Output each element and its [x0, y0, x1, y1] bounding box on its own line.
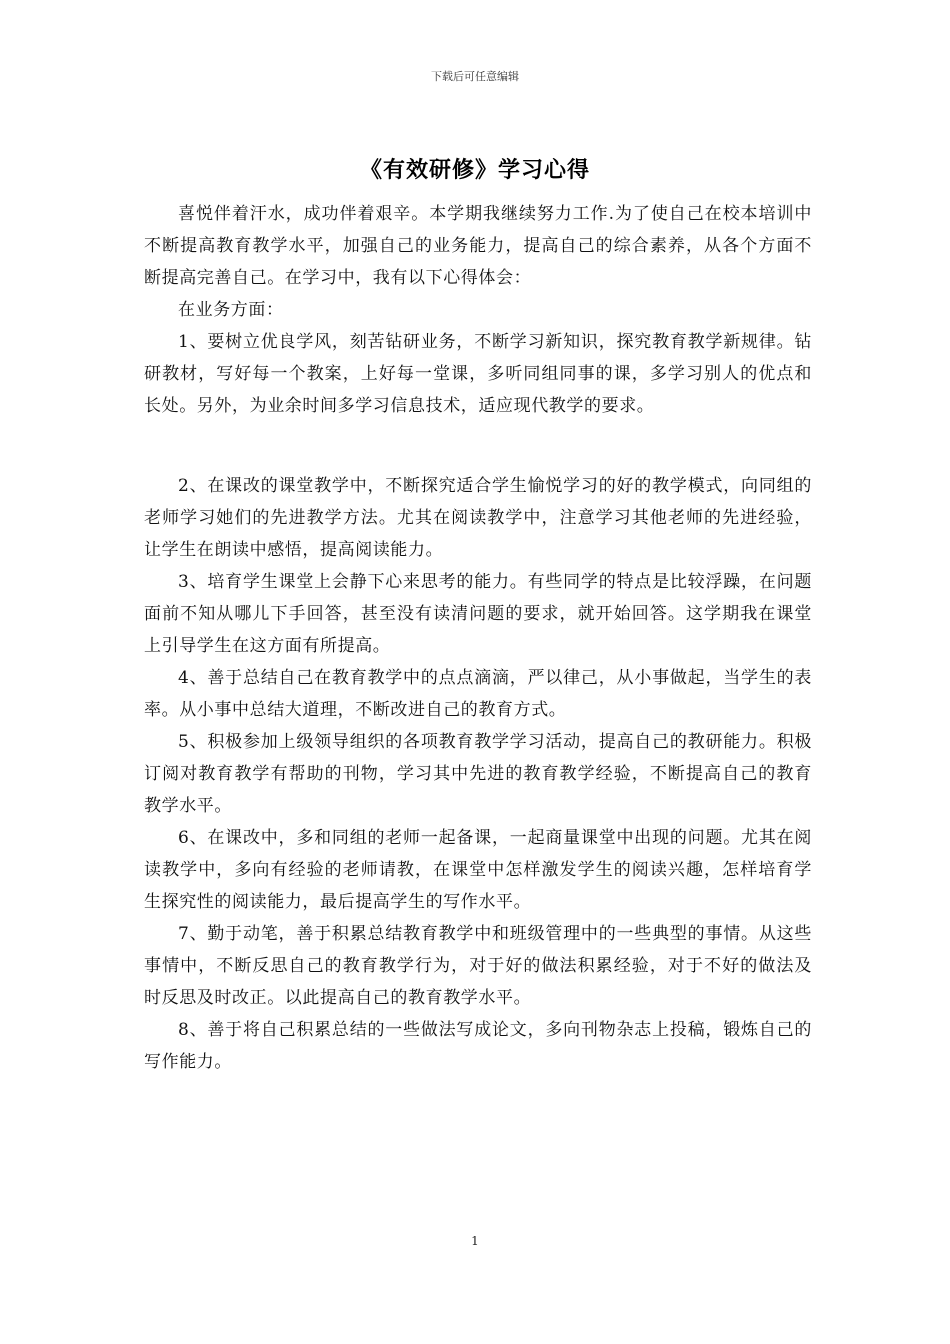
list-item-1: 1、要树立优良学风，刻苦钻研业务，不断学习新知识，探究教育教学新规律。钻研教材，写好每一个教案，上好每一堂课，多听同组同事的课，多学习别人的优点和长处。另外，为业余时间多学习信息技术，适应现代教学的要求。	[144, 332, 812, 416]
page-number: 1	[471, 1234, 479, 1248]
list-item-2: 2、在课改的课堂教学中，不断探究适合学生愉悦学习的好的教学模式，向同组的老师学习她们的先进教学方法。尤其在阅读教学中，注意学习其他老师的先进经验，让学生在朗读中感悟，提高阅读能力。	[144, 476, 812, 560]
header-note: 下载后可任意编辑	[431, 70, 519, 83]
list-item-7: 7、勤于动笔，善于积累总结教育教学中和班级管理中的一些典型的事情。从这些事情中，不断反思自己的教育教学行为，对于好的做法积累经验，对于不好的做法及时反思及时改正。以此提高自己的教育教学水平。	[144, 924, 812, 1008]
list-item-6: 6、在课改中，多和同组的老师一起备课，一起商量课堂中出现的问题。尤其在阅读教学中，多向有经验的老师请教，在课堂中怎样激发学生的阅读兴趣，怎样培育学生探究性的阅读能力，最后提高学生的写作水平。	[144, 828, 812, 912]
document-body	[144, 198, 812, 1078]
list-item-3: 3、培育学生课堂上会静下心来思考的能力。有些同学的特点是比较浮躁，在问题面前不知从哪儿下手回答，甚至没有读清问题的要求，就开始回答。这学期我在课堂上引导学生在这方面有所提高。	[144, 572, 812, 656]
paragraph-gap	[144, 422, 812, 470]
list-item-8: 8、善于将自己积累总结的一些做法写成论文，多向刊物杂志上投稿，锻炼自己的写作能力。	[144, 1020, 812, 1072]
document-title: 《有效研修》学习心得	[359, 158, 590, 183]
section-heading-business: 在业务方面：	[178, 300, 284, 320]
list-item-4: 4、善于总结自己在教育教学中的点点滴滴，严以律己，从小事做起，当学生的表率。从小事中总结大道理，不断改进自己的教育方式。	[144, 668, 812, 720]
list-item-5: 5、积极参加上级领导组织的各项教育教学学习活动，提高自己的教研能力。积极订阅对教育教学有帮助的刊物，学习其中先进的教育教学经验，不断提高自己的教育教学水平。	[144, 732, 812, 816]
intro-paragraph: 喜悦伴着汗水，成功伴着艰辛。本学期我继续努力工作.为了使自己在校本培训中不断提高教育教学水平，加强自己的业务能力，提高自己的综合素养，从各个方面不断提高完善自己。在学习中，我有以下心得体会：	[144, 204, 812, 288]
